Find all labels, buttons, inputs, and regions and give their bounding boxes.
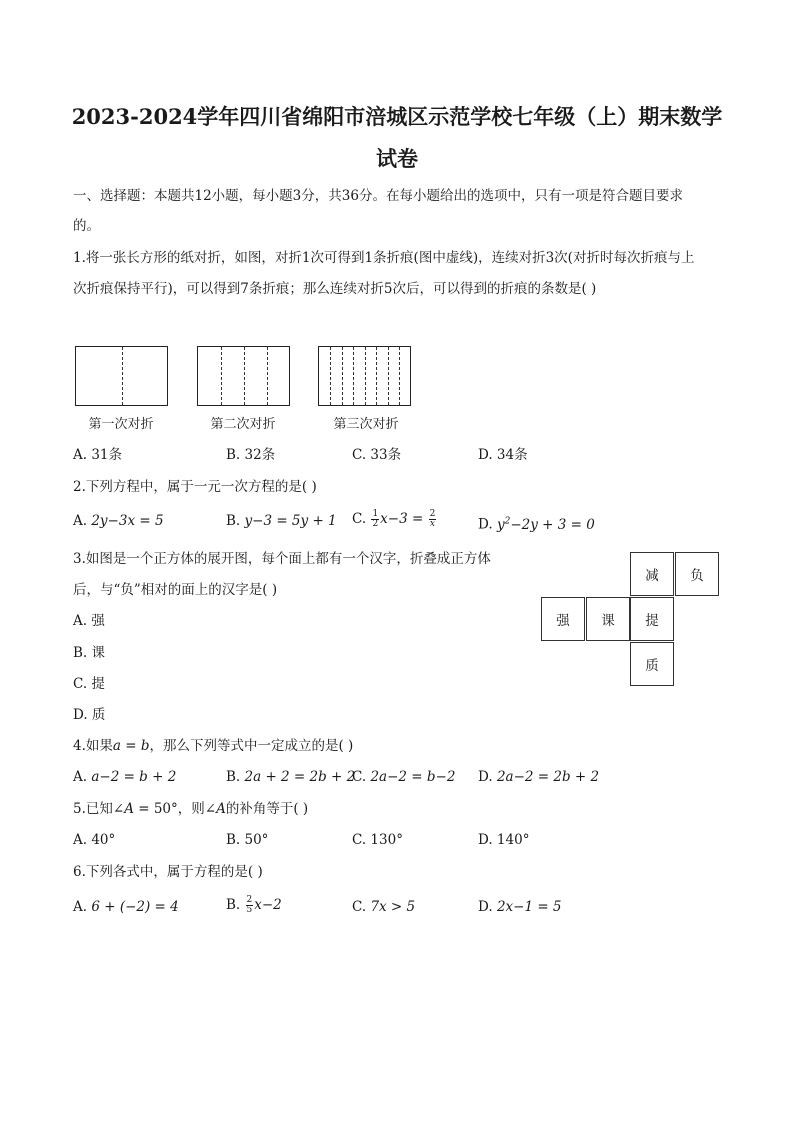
math-expression: x−2 <box>254 897 282 913</box>
q5-stem <box>73 799 308 819</box>
option-label: D. <box>478 516 493 533</box>
fold-crease <box>365 347 366 405</box>
option-label: B. <box>226 769 241 785</box>
fold-crease <box>376 347 377 405</box>
math-expression: 7x > 5 <box>370 899 416 915</box>
cube-face-zhi: 质 <box>630 642 674 686</box>
fraction-numerator: 2 <box>246 895 253 905</box>
q2-option-c <box>352 509 437 529</box>
q4-option-a <box>73 767 176 787</box>
math-expression: a = b <box>112 738 150 754</box>
q3-option-b: B. 课 <box>73 645 106 661</box>
math-expression: 2y−3x = 5 <box>91 513 164 529</box>
q2-option-b <box>226 511 337 531</box>
stem-text: ，那么下列等式中一定成立的是( ) <box>149 738 354 754</box>
q4-option-b <box>226 767 355 787</box>
option-label: A. <box>73 899 88 915</box>
option-label: B. <box>226 513 241 529</box>
fold-caption-1: 第一次对折 <box>88 417 154 432</box>
stem-text: 的补角等于( ) <box>225 801 309 817</box>
q4-option-c <box>352 767 455 787</box>
q3-stem-line1: 3.如图是一个正方体的展开图，每个面上都有一个汉字，折叠成正方体 <box>73 551 491 567</box>
math-expression: 2a−2 = 2b + 2 <box>496 769 600 785</box>
q3-stem-line2: 后，与“负”相对的面上的汉字是( ) <box>73 582 278 598</box>
q2-stem: 2.下列方程中，属于一元一次方程的是( ) <box>73 479 317 495</box>
cube-face-ti: 提 <box>630 597 674 641</box>
math-expression: a−2 = b + 2 <box>91 769 177 785</box>
stem-text: 4.如果 <box>73 738 113 754</box>
fraction-denominator: 5 <box>246 905 253 915</box>
q6-stem: 6.下列各式中，属于方程的是( ) <box>73 864 263 880</box>
fraction-numerator: 1 <box>372 509 379 519</box>
q3-option-a: A. 强 <box>73 613 105 629</box>
q1-stem-line1: 1.将一张长方形的纸对折，如图，对折1次可得到1条折痕(图中虚线)，连续对折3次(对折时每次折痕与上 <box>73 250 695 266</box>
math-expression: 6 + (−2) = 4 <box>91 899 179 915</box>
option-label: D. <box>478 769 493 785</box>
math-expression: 2x−1 = 5 <box>496 899 562 915</box>
math-expression: 2a−2 = b−2 <box>370 769 456 785</box>
fold-diagram-3 <box>318 346 411 406</box>
cube-face-jian: 减 <box>630 552 674 596</box>
cube-face-qiang: 强 <box>541 597 585 641</box>
fold-crease <box>244 347 245 405</box>
q5-option-d: D. 140° <box>478 832 530 848</box>
q1-option-c: C. 33条 <box>352 447 402 463</box>
section-heading-line2: 的。 <box>73 218 100 234</box>
q1-option-a: A. 31条 <box>73 447 123 463</box>
fraction-denominator: x <box>429 519 435 529</box>
option-label: A. <box>73 769 88 785</box>
q3-option-d: D. 质 <box>73 707 106 723</box>
stem-text: = 50°，则∠ <box>133 801 217 817</box>
option-label: C. <box>352 769 367 785</box>
fold-caption-3: 第三次对折 <box>333 417 399 432</box>
q5-option-a: A. 40° <box>73 832 116 848</box>
math-expression <box>497 517 595 533</box>
fraction <box>371 510 379 529</box>
math-expression: 2a + 2 = 2b + 2 <box>244 769 356 785</box>
q6-option-b <box>226 895 282 915</box>
cube-face-ke: 课 <box>586 597 630 641</box>
q6-option-d <box>478 897 562 917</box>
exam-title-line2: 试卷 <box>376 146 418 171</box>
fold-crease <box>388 347 389 405</box>
q5-option-c: C. 130° <box>352 832 403 848</box>
fold-crease <box>221 347 222 405</box>
q1-option-d: D. 34条 <box>478 447 528 463</box>
option-label: C. <box>352 899 367 915</box>
exam-title-line1: 2023-2024学年四川省绵阳市涪城区示范学校七年级（上）期末数学 <box>71 104 723 129</box>
fold-crease <box>399 347 400 405</box>
q6-option-c <box>352 897 415 917</box>
fold-crease <box>353 347 354 405</box>
q4-stem <box>73 736 353 756</box>
q4-option-d <box>478 767 599 787</box>
fold-crease <box>267 347 268 405</box>
fold-crease <box>342 347 343 405</box>
option-label: B. <box>226 897 241 913</box>
option-label: D. <box>478 899 493 915</box>
math-exponent: 2 <box>504 516 511 526</box>
q2-option-a <box>73 511 164 531</box>
math-rest: −2y + 3 = 0 <box>510 516 595 533</box>
stem-text: 5.已知∠ <box>73 801 125 817</box>
fraction <box>429 510 437 529</box>
fold-crease <box>330 347 331 405</box>
option-label: A. <box>73 513 88 529</box>
math-var: A <box>216 801 226 817</box>
fold-crease <box>122 347 123 405</box>
fraction-denominator: 2 <box>372 519 379 529</box>
cube-face-fu: 负 <box>675 552 719 596</box>
math-var: A <box>124 801 134 817</box>
fold-caption-2: 第二次对折 <box>210 417 276 432</box>
math-expression: y−3 = 5y + 1 <box>244 513 337 529</box>
fraction-numerator: 2 <box>429 509 436 519</box>
q1-stem-line2: 次折痕保持平行)，可以得到7条折痕；那么连续对折5次后，可以得到的折痕的条数是( ) <box>73 281 597 297</box>
q2-option-d <box>478 511 595 535</box>
q6-option-a <box>73 897 179 917</box>
q5-option-b: B. 50° <box>226 832 269 848</box>
section-heading-line1: 一、选择题：本题共12小题，每小题3分，共36分。在每小题给出的选项中，只有一项是符合题目要求 <box>73 188 683 204</box>
fold-diagram-1 <box>75 346 168 406</box>
q3-option-c: C. 提 <box>73 676 105 692</box>
q1-option-b: B. 32条 <box>226 447 276 463</box>
fraction <box>246 896 254 915</box>
fold-diagram-2 <box>197 346 290 406</box>
option-label: C. <box>352 511 367 527</box>
math-var: y <box>496 516 505 533</box>
math-expression: x−3 = <box>380 511 424 527</box>
